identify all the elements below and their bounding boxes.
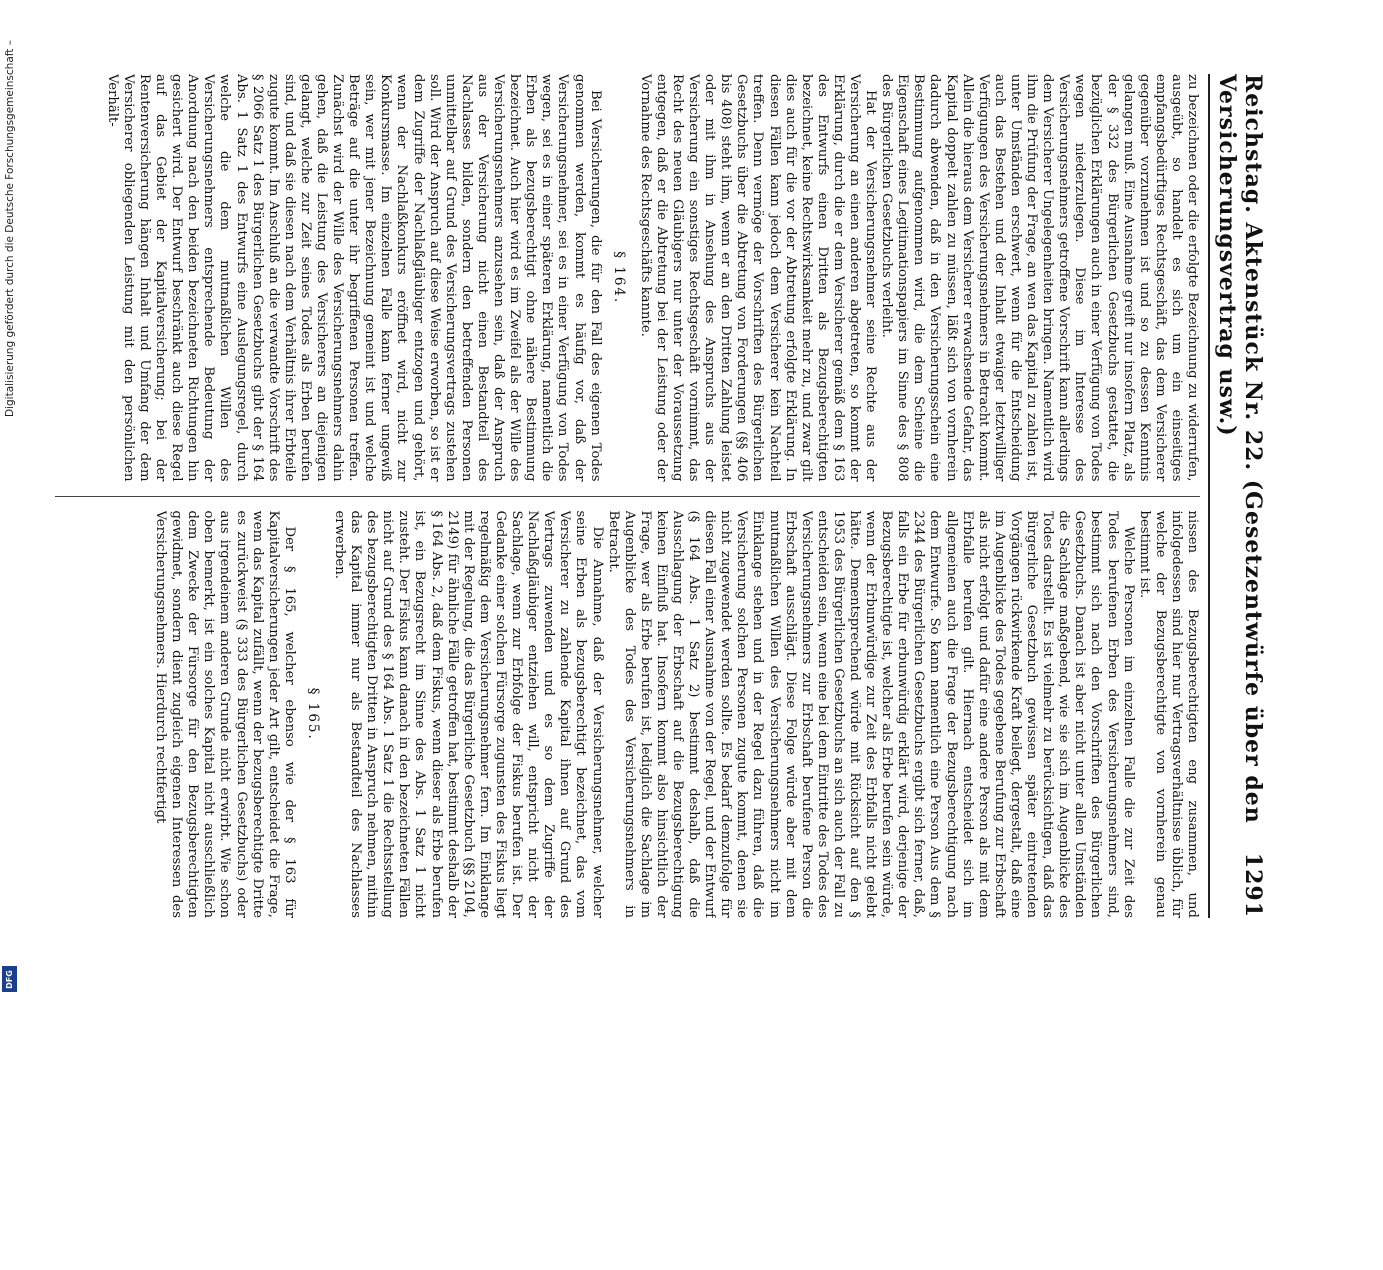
column-right [55, 511, 1200, 919]
text-columns [55, 74, 1200, 918]
paragraph: Der § 165, welcher ebenso wie der § 163 für Kapitalversicherungen jeder Art gilt, entscheidet die Frage, wem das Kapital zufällt, wenn der bezugsberechtigte Dritte es zurückweist (§ 333 des Bürgerlichen Gesetzbuchs) oder aus irgendeinem anderen Grunde nicht erwirbt. Wie schon oben bemerkt, ist ein solches Kapital nicht ausschließlich dem Zwecke der Fürsorge für den Bezugsberechtigten gewidmet, sondern dient zugleich eigenen Interessen des Versicherungsnehmers. Hierdurch rechtfertigt [153, 510, 297, 918]
paragraph: Bei Versicherungen, die für den Fall des eigenen Todes genommen werden, kommt es häufig vor, daß der Versicherungsnehmer, sei es in einer Verfügung von Todes wegen, sei es in einer späteren Erklärung, namentlich die Erben als bezugsberechtigt ohne nähere Bestimmung bezeichnet. Auch hier wird es im Zweifel als der Wille des Versicherungsnehmers anzusehen sein, daß der Anspruch aus der Versicherung nicht einen Bestandteil des Nachlasses bilden, sondern den betreffenden Personen unmittelbar auf Grund des Versicherungsvertrags zustehen soll. Wird der Anspruch auf diese Weise erworben, so ist er dem Zugriffe der Nachlaßgläubiger entzogen und gehört, wenn der Nachlaßkonkurs eröffnet wird, nicht zur Konkursmasse. Im einzelnen Falle kann ferner ungewiß sein, wer mit jener Bezeichnung gemeint ist und welche Beträge auf die unter ihr begriffenen Personen treffen. Zunächst wird der Wille des Versicherungsnehmers dahin gehen, daß die Leistung des Versicherers an diejenigen gelangt, welche zur Zeit seines Todes als Erben berufen sind, und daß sie diesen nach dem Verhältnis ihrer Erbteile zugute kommt. Im Anschluß an die verwandte Vorschrift des § 2066 Satz 1 des Bürgerlichen Gesetzbuchs gibt der § 164 Abs. 1 Satz 1 des Entwurfs eine Auslegungsregel, durch welche die dem mutmaßlichen Willen des Versicherungsnehmers entsprechende Bedeutung der Anordnung nach den beiden bezeichneten Richtungen hin gesichert wird. Der Entwurf beschränkt auch diese Regel auf das Gebiet der Kapitalversicherung; bei der Rentenversicherung hängen Inhalt und Umfang der dem Versicherer obliegenden Leistung mit den persönlichen Verhält- [104, 74, 603, 482]
page-number: 1291 [1240, 852, 1266, 918]
column-divider [55, 496, 1200, 497]
section-heading: § 164. [610, 251, 627, 305]
logo-text: DFG [5, 969, 15, 989]
running-header [1208, 74, 1266, 918]
column-left [55, 74, 1200, 482]
paragraph: zu bezeichnen oder die erfolgte Bezeichnung zu widerrufen, ausgeübt, so handelt es sich um ein einseitiges empfangsbedürftiges Rechtsgeschäft, das dem Versicherer gegenüber vorzunehmen ist und so zu dessen Kenntnis gelangen muß. Eine Ausnahme greift nur insofern Platz, als der § 332 des Bürgerlichen Gesetzbuchs gestattet, die bezüglichen Erklärungen auch in einer Verfügung von Todes wegen niederzulegen. Diese im Interesse des Versicherungsnehmers getroffene Vorschrift kann allerdings dem Versicherer Ungelegenheiten bringen. Namentlich wird ihm die Prüfung der Frage, an wen das Kapital zu zahlen ist, unter Umständen erschwert, wenn für die Entscheidung auch das Bestehen und der Inhalt etwaiger letztwilliger Verfügungen des Versicherungsnehmers in Betracht kommt. Allein die hieraus dem Versicherer erwachsende Gefahr, das Kapital doppelt zahlen zu müssen, läßt sich von vornherein dadurch abwenden, daß in den Versicherungsschein eine Bestimmung aufgenommen wird, die dem Scheine die Eigenschaft eines Legitimationspapiers im Sinne des § 808 des Bürgerlichen Gesetzbuchs verleiht. [879, 74, 1200, 482]
document-page [62, 52, 1280, 940]
dfg-logo [2, 966, 17, 992]
header-title: Reichstag. Aktenstück Nr. 22. (Gesetzentwürfe über den Versicherungsvertrag usw.) [1214, 74, 1266, 824]
section-heading: § 165. [304, 687, 321, 741]
digitization-credit [4, 40, 16, 960]
rotated-page-scan [104, 52, 1280, 1270]
paragraph: Hat der Versicherungsnehmer seine Rechte aus der Versicherung an einen anderen abgetreten, so kommt der Erklärung, durch die er dem Versicherer gemäß dem § 163 des Entwurfs einen Dritten als Bezugsberechtigten bezeichnet, keine Rechtswirksamkeit mehr zu, und zwar gilt dies auch für die vor der Abtretung erfolgte Erklärung. In diesen Fällen kann jedoch dem Versicherer kein Nachteil treffen. Denn vermöge der Vorschriften des Bürgerlichen Gesetzbuchs über die Abtretung von Forderungen (§§ 406 bis 408) steht ihm, wenn er an den Dritten Zahlung leistet oder mit ihm in Ansehung des Anspruchs aus der Versicherung ein sonstiges Rechtsgeschäft vornimmt, das Recht des neuen Gläubigers nur unter der Voraussetzung entgegen, daß er die Abtretung bei der Leistung oder der Vornahme des Rechtsgeschäfts kannte. [637, 74, 879, 482]
paragraph: nissen des Bezugsberechtigten eng zusammen, und infolgedessen sind hier nur Vertragsverhältnisse üblich, für welche der Bezugsberechtigte von vornherein genau bestimmt ist. [1136, 510, 1200, 918]
paragraph: Die Annahme, daß der Versicherungsnehmer, welcher seine Erben als bezugsberechtigt bezeichnet, das vom Versicherer zu zahlende Kapital ihnen auf Grund des Vertrags zuwenden und es so dem Zugriffe der Nachlaßgläubiger entziehen will, entspricht nicht der Sachlage, wenn zur Erbfolge der Fiskus berufen ist. Der Gedanke einer solchen Fürsorge zugunsten des Fiskus liegt regelmäßig dem Versicherungsnehmer fern. Im Einklange mit der Regelung, die das Bürgerliche Gesetzbuch (§§ 2104, 2149) für ähnliche Fälle getroffen hat, bestimmt deshalb der § 164 Abs. 2, daß dem Fiskus, wenn dieser als Erbe berufen ist, ein Bezugsrecht im Sinne des Abs. 1 Satz 1 nicht zusteht. Der Fiskus kann danach in den bezeichneten Fällen nicht auf Grund des § 164 Abs. 1 Satz 1 die Rechtsstellung des bezugsberechtigten Dritten in Anspruch nehmen, mithin das Kapital immer nur als Bestandteil des Nachlasses erwerben. [332, 510, 605, 918]
paragraph: Welche Personen im einzelnen Falle die zur Zeit des Todes berufenen Erben des Versicherungsnehmers sind, bestimmt sich nach den Vorschriften des Bürgerlichen Gesetzbuchs. Danach ist aber nicht unter allen Umständen die Sachlage maßgebend, wie sie sich im Augenblicke des Todes darstellt. Es ist vielmehr zu berücksichtigen, daß das Bürgerliche Gesetzbuch gewissen später eintretenden Vorgängen rückwirkende Kraft beilegt, dergestalt, daß eine im Augenblicke des Todes gegebene Berufung zur Erbschaft als nicht erfolgt und dafür eine andere Person als mit dem Erbfalle berufen gilt. Hiernach entscheidet sich im allgemeinen auch die Frage der Bezugsberechtigung nach dem Entwurfe. So kann namentlich eine Person Aus dem § 2344 des Bürgerlichen Gesetzbuchs ergibt sich ferner, daß, falls ein Erbe für erbunwürdig erklärt wird, derjenige der Bezugsberechtigte ist, welcher als Erbe berufen sein würde, wenn der Erbunwürdige zur Zeit des Erbfalls nicht gelebt hätte. Dementsprechend würde mit Rücksicht auf den § 1953 des Bürgerlichen Gesetzbuchs an sich auch der Fall zu entscheiden sein, wenn eine bei dem Eintritte des Todes des Versicherungsnehmers zur Erbschaft berufene Person die Erbschaft ausschlägt. Diese Folge würde aber mit dem mutmaßlichen Willen des Versicherungsnehmers nicht im Einklange stehen und in der Regel dazu führen, daß die Versicherung solchen Personen zugute kommt, denen sie nicht zugewendet werden sollte. Es bedarf demzufolge für diesen Fall einer Ausnahme von der Regel, und der Entwurf (§ 164 Abs. 1 Satz 2) bestimmt deshalb, daß die Ausschlagung der Erbschaft auf die Bezugsberechtigung keinen Einfluß hat. Insofern kommt also hinsichtlich der Frage, wer als Erbe berufen ist, lediglich die Sachlage im Augenblicke des Todes des Versicherungsnehmers in Betracht. [605, 510, 1136, 918]
credit-text: Digitalisierung gefördert durch die Deutsche Forschungsgemeinschaft – [4, 40, 16, 417]
